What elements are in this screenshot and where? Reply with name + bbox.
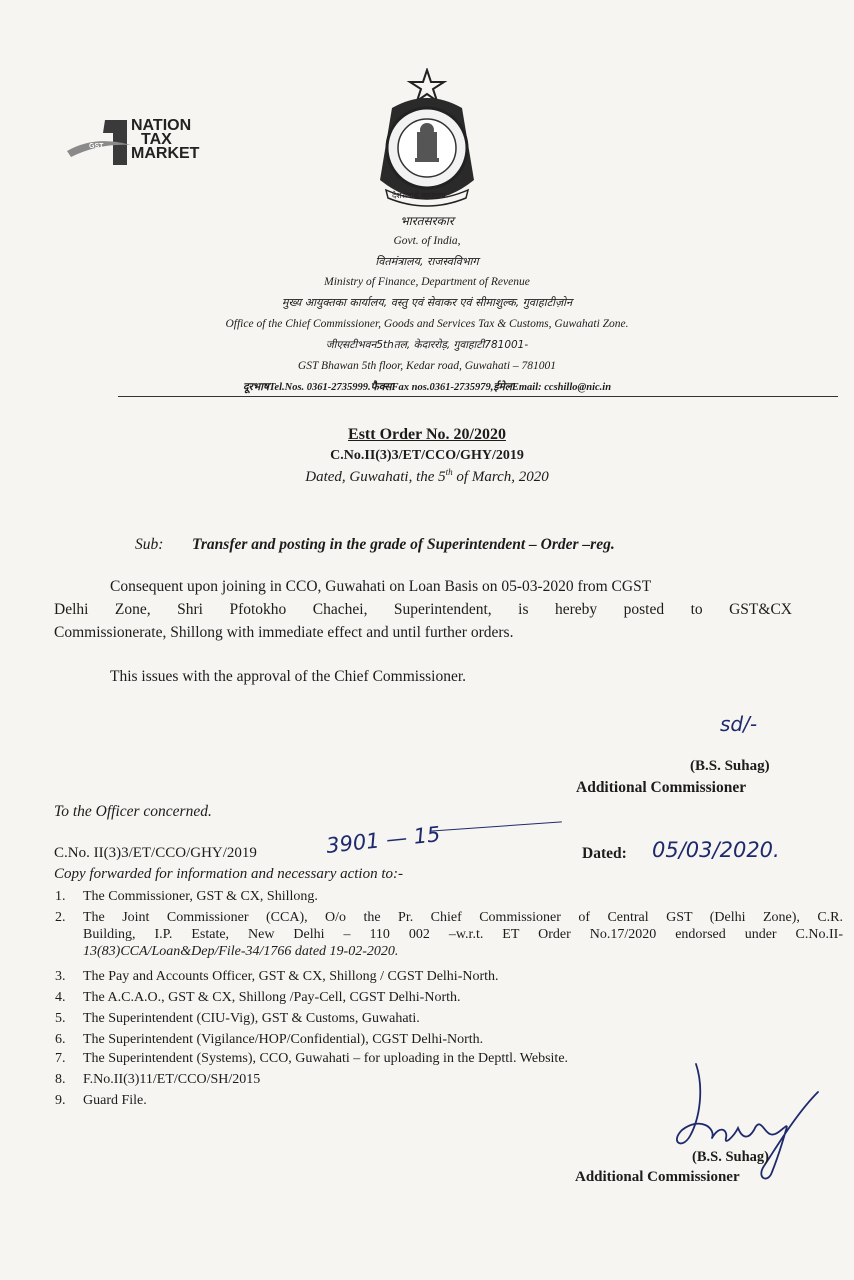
- copy-forwarded-line: Copy forwarded for information and necessary action to:-: [54, 866, 403, 882]
- logo-line-market: MARKET: [131, 145, 200, 162]
- list-item-number: 6.: [55, 1032, 66, 1047]
- handwritten-underline: [430, 821, 562, 831]
- nation-tax-market-logo: [65, 115, 240, 170]
- list-item-number: 8.: [55, 1072, 66, 1087]
- header-divider: [118, 396, 838, 397]
- list-item-text: Building, I.P. Estate, New Delhi – 110 002 –w.r.t. ET Order No.17/2020 endorsed under C.No.II-: [83, 927, 843, 942]
- logo-line-tax: TAX: [141, 131, 172, 148]
- header-hindi-govt: भारतसरकार: [400, 214, 454, 228]
- order-file-no: C.No.II(3)3/ET/CCO/GHY/2019: [330, 448, 524, 463]
- list-item-text: Guard File.: [83, 1093, 147, 1108]
- subject-label: Sub:: [135, 536, 164, 553]
- list-item-number: 9.: [55, 1093, 66, 1108]
- emblem-motto: देशसेवार्थ करसंचय: [392, 191, 446, 200]
- order-dated-prefix: Dated, Guwahati, the 5: [305, 469, 446, 485]
- header-hindi-ministry: वितमंत्रालय, राजस्वविभाग: [375, 255, 479, 268]
- list-item-number: 7.: [55, 1051, 66, 1066]
- list-item-number: 1.: [55, 889, 66, 904]
- list-item-text: The A.C.A.O., GST & CX, Shillong /Pay-Cell, CGST Delhi-North.: [83, 990, 461, 1005]
- handwritten-date: 05/03/2020.: [652, 838, 780, 862]
- list-item-text: 13(83)CCA/Loan&Dep/File-34/1766 dated 19-02-2020.: [83, 944, 399, 959]
- list-item-number: 3.: [55, 969, 66, 984]
- header-ministry: Ministry of Finance, Department of Revenue: [324, 276, 530, 288]
- signature1-name: (B.S. Suhag): [690, 758, 770, 774]
- list-item-number: 5.: [55, 1011, 66, 1026]
- list-item-text: The Superintendent (Systems), CCO, Guwahati – for uploading in the Depttl. Website.: [83, 1051, 569, 1066]
- list-item-text: F.No.II(3)11/ET/CCO/SH/2015: [83, 1072, 261, 1087]
- list-item-text: The Superintendent (CIU-Vig), GST & Customs, Guwahati.: [83, 1011, 420, 1026]
- endorsement-dated-label: Dated:: [582, 845, 627, 862]
- header-hindi-office: मुख्य आयुक्तका कार्यालय, वस्तु एवं सेवाकर एवं सीमाशुल्क, गुवाहाटीज़ोन: [281, 296, 573, 309]
- logo-badge: GST: [89, 143, 104, 150]
- department-emblem: [362, 68, 492, 213]
- endorsement-file-no: C.No. II(3)3/ET/CCO/GHY/2019: [54, 845, 257, 861]
- handwritten-dispatch-no: 3901 — 15: [325, 822, 442, 858]
- list-item-number: 4.: [55, 990, 66, 1005]
- header-contact: दूरभाषTel.Nos. 0361-2735999.फैक्सFax nos.0361-2735979,ईमेलEmail: ccshillo@nic.in: [242, 382, 612, 393]
- signature1-designation: Additional Commissioner: [576, 779, 747, 796]
- body-para2: This issues with the approval of the Chief Commissioner.: [110, 668, 467, 685]
- list-item-text: The Joint Commissioner (CCA), O/o the Pr. Chief Commissioner of Central GST (Delhi Zone), C.R.: [83, 910, 843, 925]
- signature2-name: (B.S. Suhag): [692, 1149, 769, 1165]
- header-office: Office of the Chief Commissioner, Goods and Services Tax & Customs, Guwahati Zone.: [225, 318, 629, 330]
- logo-line-nation: NATION: [131, 117, 192, 134]
- header-govt: Govt. of India,: [393, 235, 461, 247]
- list-item-text: The Superintendent (Vigilance/HOP/Confidential), CGST Delhi-North.: [83, 1032, 484, 1047]
- body-para1-line1: Consequent upon joining in CCO, Guwahati on Loan Basis on 05-03-2020 from CGST: [110, 578, 652, 595]
- signature2-designation: Additional Commissioner: [575, 1169, 740, 1185]
- signature-mark: sd/-: [720, 712, 758, 736]
- list-item-number: 2.: [55, 910, 66, 925]
- list-item-text: The Pay and Accounts Officer, GST & CX, Shillong / CGST Delhi-North.: [83, 969, 499, 984]
- order-title: Estt Order No. 20/2020: [348, 426, 506, 443]
- body-para1-line2: Delhi Zone, Shri Pfotokho Chachei, Superintendent, is hereby posted to GST&CX: [54, 601, 792, 618]
- to-officer-line: To the Officer concerned.: [54, 803, 212, 820]
- order-dated: [0, 467, 854, 486]
- header-hindi-address: जीएसटीभवन5thतल, केदाररोड़, गुवाहाटी781001-: [325, 339, 529, 351]
- order-dated-sup: th: [445, 467, 453, 477]
- order-dated-suffix: of March, 2020: [452, 469, 549, 485]
- list-item-text: The Commissioner, GST & CX, Shillong.: [83, 889, 318, 904]
- body-para1-line3: Commissionerate, Shillong with immediate effect and until further orders.: [54, 624, 514, 641]
- header-address: GST Bhawan 5th floor, Kedar road, Guwahati – 781001: [297, 360, 557, 372]
- subject-text: Transfer and posting in the grade of Superintendent – Order –reg.: [192, 536, 615, 553]
